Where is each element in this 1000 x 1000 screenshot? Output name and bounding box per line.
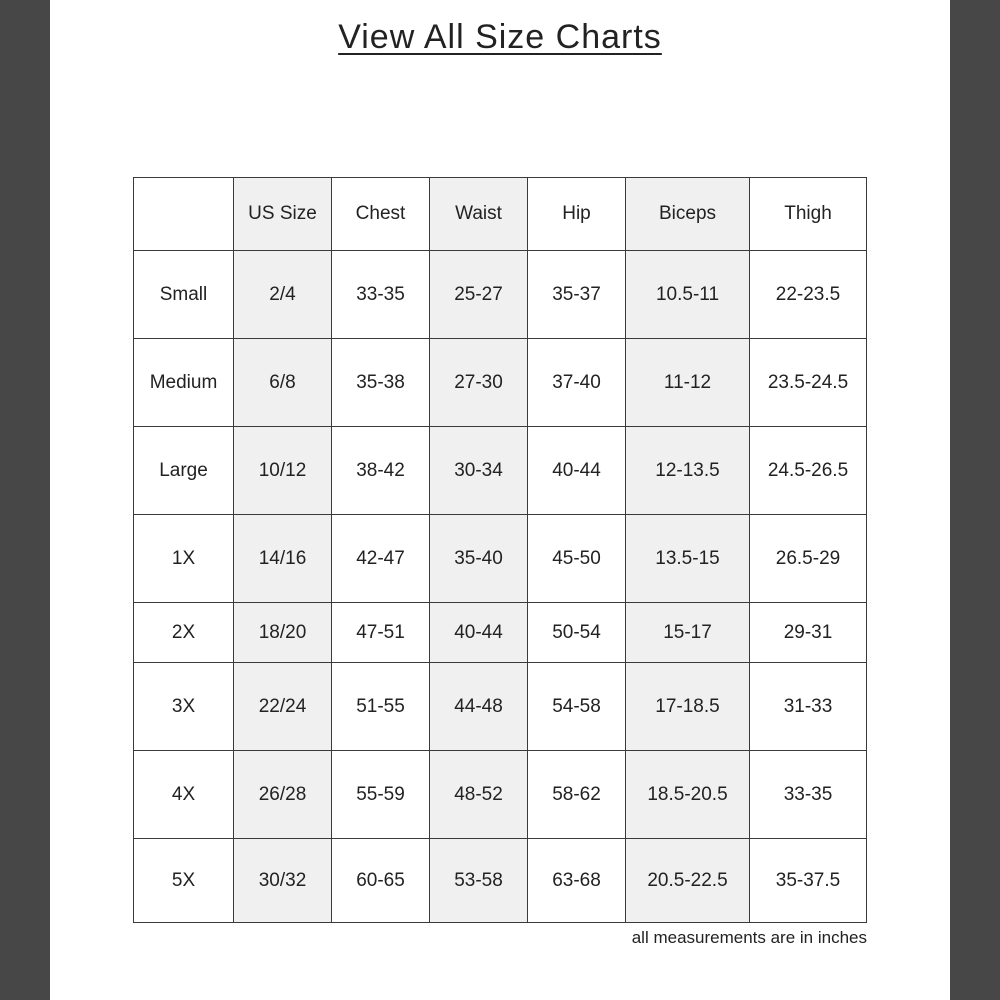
table-cell: 2/4 [234,251,332,339]
table-cell: 35-40 [430,515,528,603]
table-cell: 22/24 [234,663,332,751]
table-cell: 15-17 [626,603,750,663]
table-cell: 51-55 [332,663,430,751]
measurement-unit-note: all measurements are in inches [631,928,867,947]
table-cell: Small [134,251,234,339]
table-cell: 55-59 [332,751,430,839]
table-row [134,663,867,751]
table-cell: 27-30 [430,339,528,427]
table-cell: Large [134,427,234,515]
table-cell: 35-37.5 [750,839,867,923]
table-cell: 31-33 [750,663,867,751]
table-cell: 25-27 [430,251,528,339]
table-cell: 35-38 [332,339,430,427]
table-cell: 58-62 [528,751,626,839]
table-cell: 3X [134,663,234,751]
table-cell: 26/28 [234,751,332,839]
table-cell: 29-31 [750,603,867,663]
table-cell: 45-50 [528,515,626,603]
header-cell: Hip [528,178,626,251]
table-cell: 2X [134,603,234,663]
table-cell: 24.5-26.5 [750,427,867,515]
table-row [134,839,867,923]
table-cell: 10.5-11 [626,251,750,339]
table-cell: 23.5-24.5 [750,339,867,427]
table-cell: 63-68 [528,839,626,923]
table-row [134,515,867,603]
table-cell: 22-23.5 [750,251,867,339]
table-cell: 30-34 [430,427,528,515]
view-all-size-charts-link[interactable]: View All Size Charts [338,18,662,56]
table-cell: 18.5-20.5 [626,751,750,839]
table-cell: 12-13.5 [626,427,750,515]
header-cell: Biceps [626,178,750,251]
table-cell: 5X [134,839,234,923]
table-cell: 50-54 [528,603,626,663]
table-cell: 1X [134,515,234,603]
table-cell: 13.5-15 [626,515,750,603]
table-cell: Medium [134,339,234,427]
table-row [134,339,867,427]
table-row [134,427,867,515]
table-cell: 47-51 [332,603,430,663]
table-cell: 60-65 [332,839,430,923]
table-cell: 11-12 [626,339,750,427]
table-row [134,603,867,663]
size-chart-table [133,177,867,923]
table-cell: 14/16 [234,515,332,603]
table-cell: 48-52 [430,751,528,839]
table-cell: 44-48 [430,663,528,751]
table-cell: 53-58 [430,839,528,923]
header-cell: Thigh [750,178,867,251]
table-cell: 6/8 [234,339,332,427]
overlay-backdrop-right[interactable] [950,0,1000,1000]
header-cell [134,178,234,251]
table-cell: 30/32 [234,839,332,923]
size-chart-modal [50,0,950,1000]
table-cell: 10/12 [234,427,332,515]
table-cell: 35-37 [528,251,626,339]
header-cell: Waist [430,178,528,251]
overlay-backdrop-left[interactable] [0,0,50,1000]
table-cell: 26.5-29 [750,515,867,603]
header-cell: Chest [332,178,430,251]
table-cell: 18/20 [234,603,332,663]
table-header-row [134,178,867,251]
table-cell: 4X [134,751,234,839]
table-cell: 42-47 [332,515,430,603]
table-cell: 20.5-22.5 [626,839,750,923]
table-row [134,251,867,339]
table-cell: 54-58 [528,663,626,751]
table-cell: 38-42 [332,427,430,515]
table-cell: 33-35 [332,251,430,339]
table-cell: 17-18.5 [626,663,750,751]
table-cell: 37-40 [528,339,626,427]
table-row [134,751,867,839]
table-cell: 40-44 [430,603,528,663]
header-cell: US Size [234,178,332,251]
table-cell: 40-44 [528,427,626,515]
table-cell: 33-35 [750,751,867,839]
